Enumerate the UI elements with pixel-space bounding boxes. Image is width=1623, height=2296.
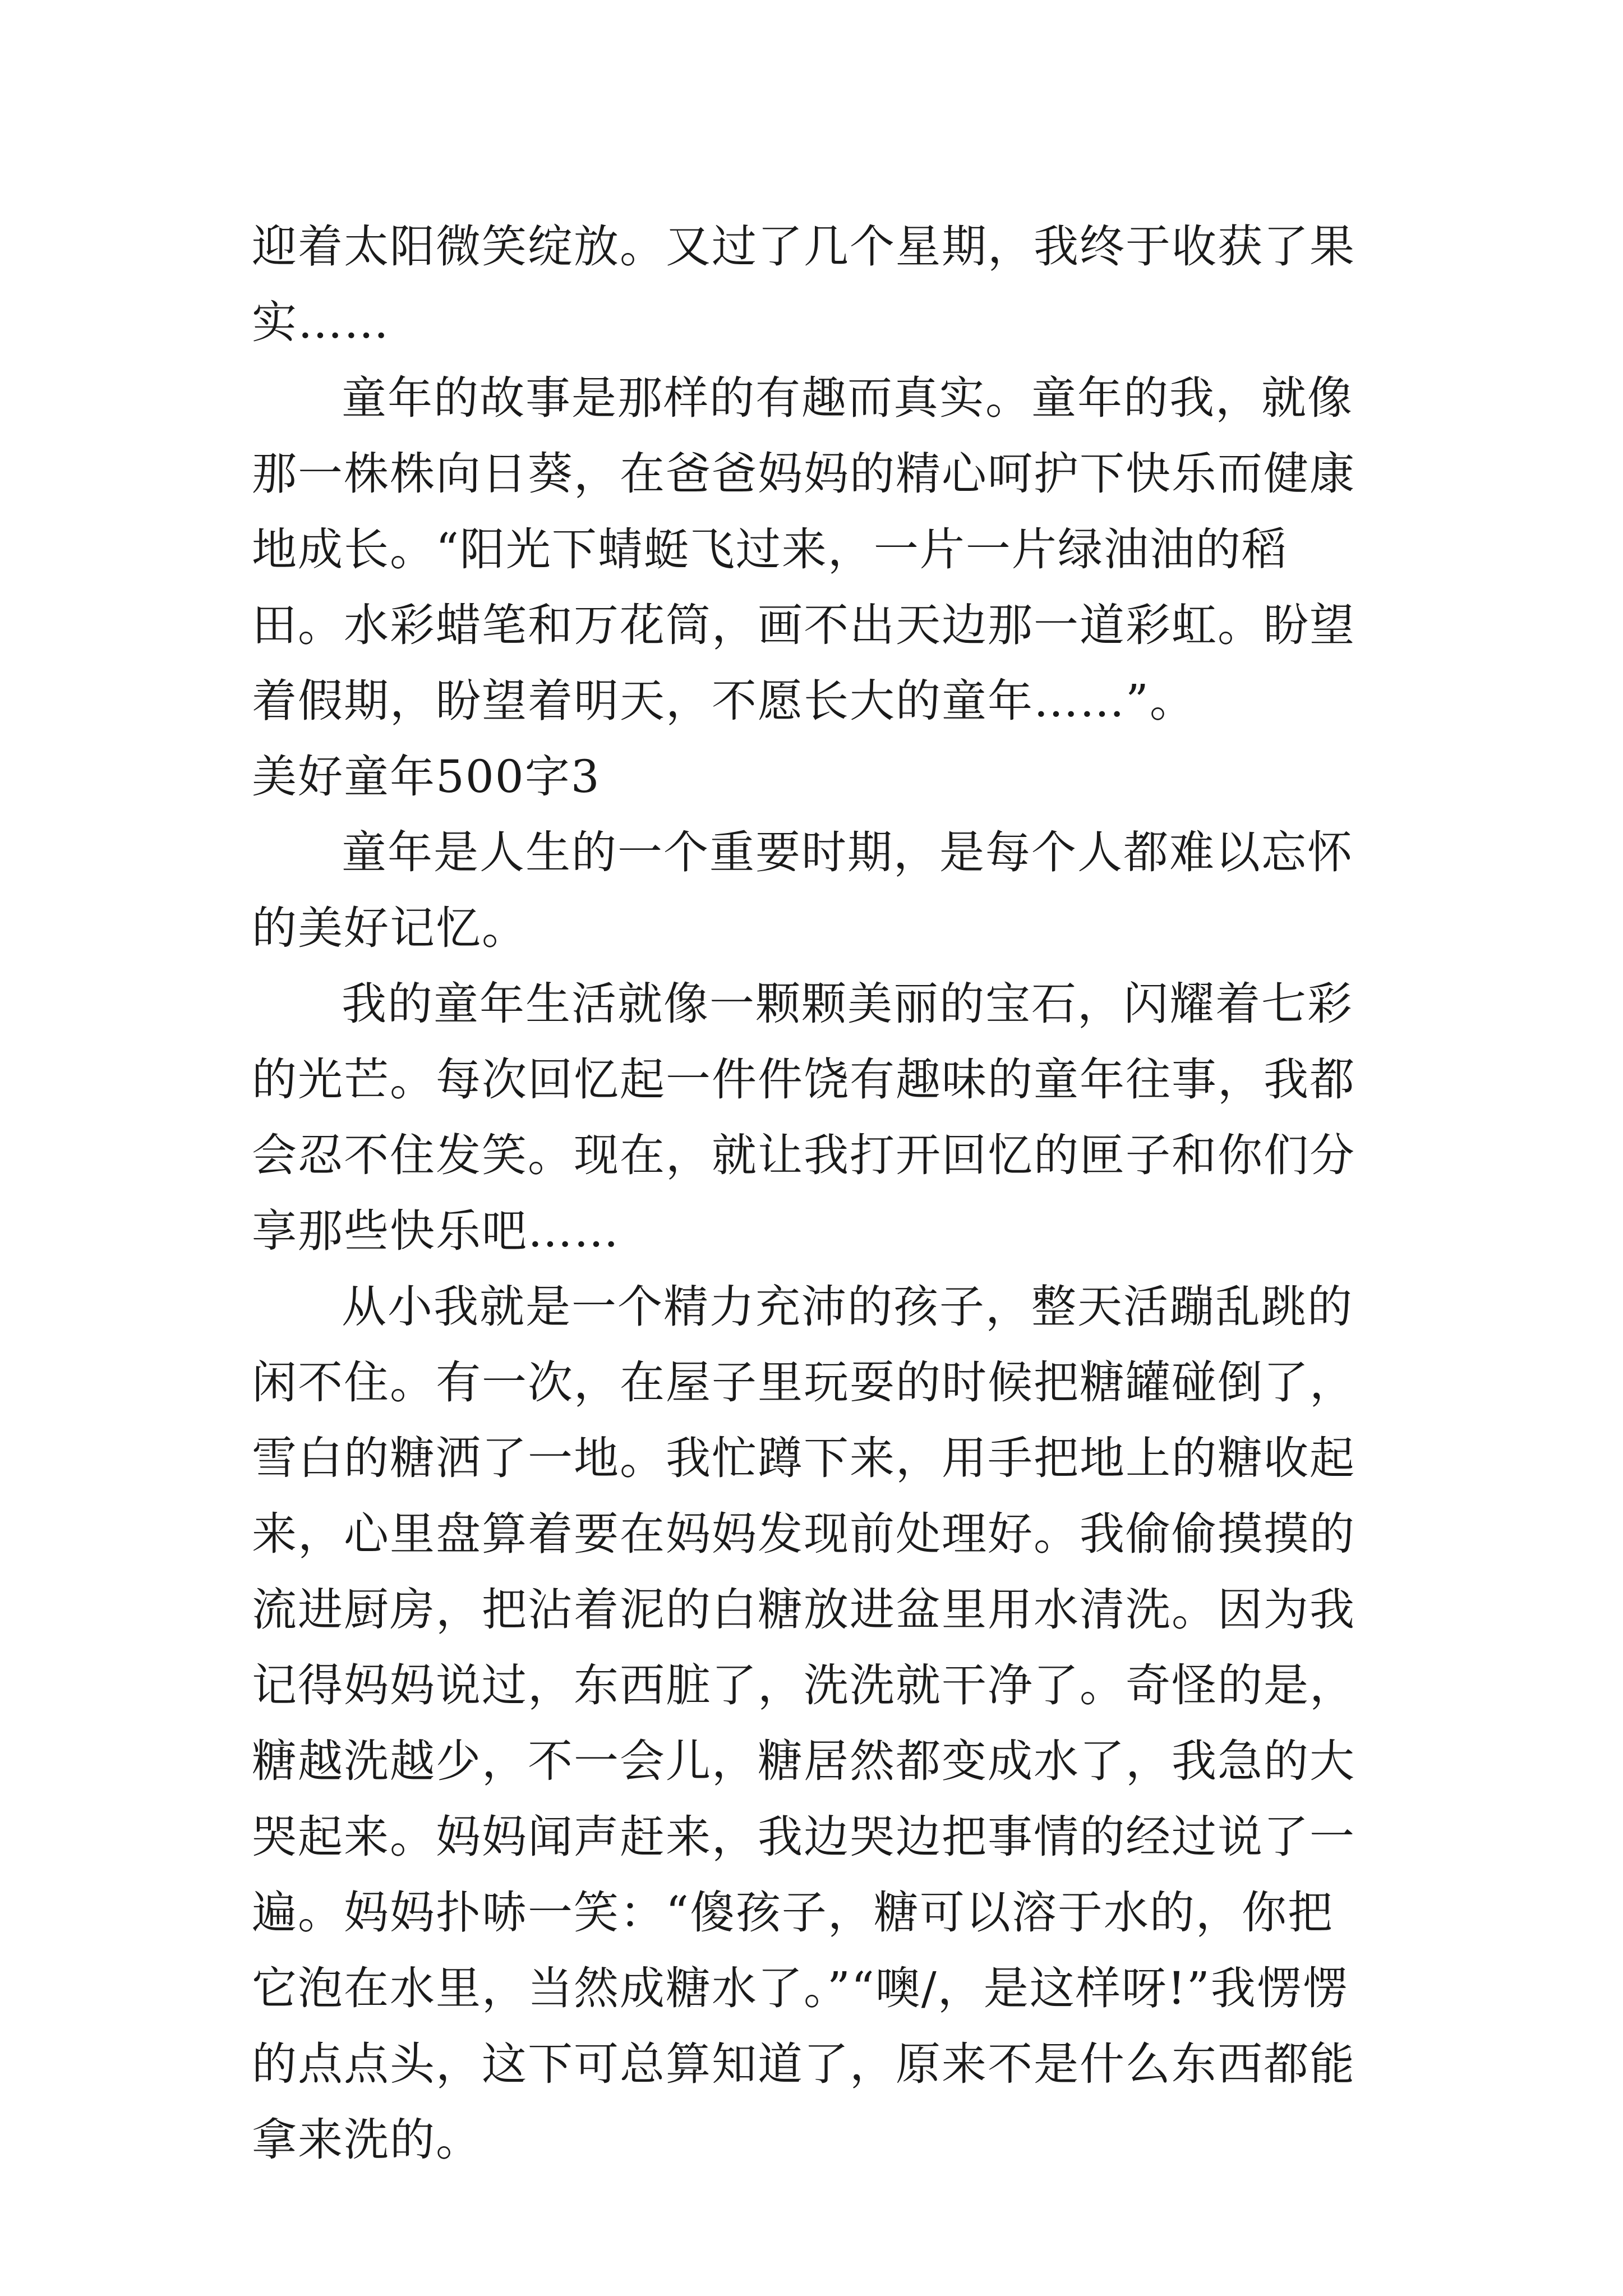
- paragraph: 童年是人生的一个重要时期，是每个人都难以忘怀的美好记忆。: [252, 826, 1353, 954]
- paragraph: 童年的故事是那样的有趣而真实。童年的我，就像那一株株向日葵，在爸爸妈妈的精心呵护下快乐而健康地成长。“阳光下蜻蜓飞过来，一片一片绿油油的稻田。水彩蜡笔和万花筒，画不出天边那一道彩虹。盼望着假期，盼望着明天，不愿长大的童年……”。: [252, 372, 1355, 727]
- section-heading: 美好童年500字3: [252, 751, 601, 803]
- body-text: [252, 209, 1373, 2178]
- paragraph-continuation: 迎着太阳微笑绽放。又过了几个星期，我终于收获了果实……: [252, 220, 1355, 348]
- paragraph: 我的童年生活就像一颗颗美丽的宝石，闪耀着七彩的光芒。每次回忆起一件件饶有趣味的童年往事，我都会忍不住发笑。现在，就让我打开回忆的匣子和你们分享那些快乐吧……: [252, 978, 1355, 1257]
- paragraph: 从小我就是一个精力充沛的孩子，整天活蹦乱跳的闲不住。有一次，在屋子里玩耍的时候把糖罐碰倒了，雪白的糖洒了一地。我忙蹲下来，用手把地上的糖收起来，心里盘算着要在妈妈发现前处理好。我偷偷摸摸的流进厨房，把沾着泥的白糖放进盆里用水清洗。因为我记得妈妈说过，东西脏了，洗洗就干净了。奇怪的是，糖越洗越少，不一会儿，糖居然都变成水了，我急的大哭起来。妈妈闻声赶来，我边哭边把事情的经过说了一遍。妈妈扑哧一笑：“傻孩子，糖可以溶于水的，你把它泡在水里，当然成糖水了。”“噢/，是这样呀!”我愣愣的点点头，这下可总算知道了，原来不是什么东西都能拿来洗的。: [252, 1281, 1355, 2166]
